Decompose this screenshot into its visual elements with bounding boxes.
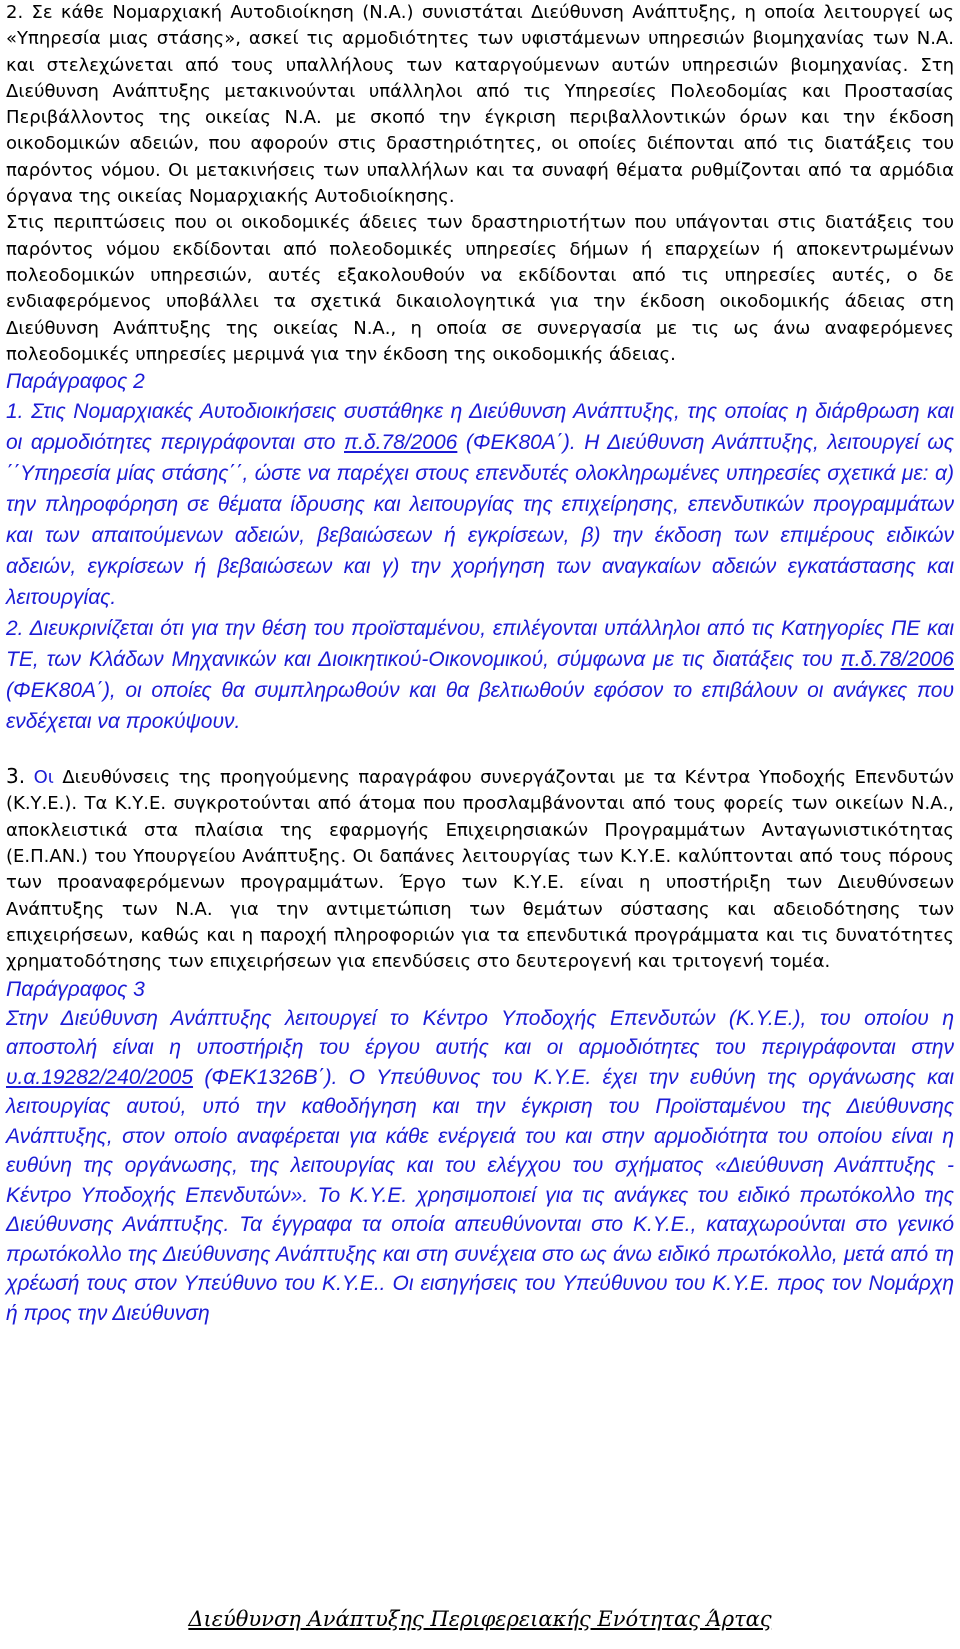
section3-text-end: (ΦΕΚ1326Β΄). Ο Υπεύθυνος του Κ.Υ.Ε. έχει την ευθύνη της οργάνωσης και λειτουργίας αυτού, υπό την καθοδήγηση και την έγκριση του Προϊσταμένου της Διεύθυνσης Ανάπτυξης, στον οποίο αναφέρεται για κάθε ενέργειά του και στην αρμοδιότητα του οποίου είναι η ευθύνη της οργάνωσης, της λειτουργίας και του ελέγχου του σχήματος «Διεύθυνση Ανάπτυξης - Κέντρο Υποδοχής Επενδυτών». Το Κ.Υ.Ε. χρησιμοποιεί για τις ανάγκες του ειδικό πρωτόκολλο της Διεύθυνσης Ανάπτυξης. Τα έγγραφα τα οποία απευθύνονται στο Κ.Υ.Ε., καταχωρούνται στο γενικό πρωτόκολλο της Διεύθυνσης Ανάπτυξης και στη συνέχεια στο ως άνω ειδικό πρωτόκολλο, μετά από τη χρέωσή τους στον Υπεύθυνο του Κ.Υ.Ε.. Οι εισηγήσεις του Υπεύθυνου του Κ.Υ.Ε. προς τον Νομάρχη ή προς την Διεύθυνση xyxy=(6,1065,954,1325)
document-page xyxy=(6,0,954,1649)
item-3-text: Διευθύνσεις της προηγούμενης παραγράφου συνεργάζονται με τα Κέντρα Υποδοχής Επενδυτών (Κ.Υ.Ε.). Τα Κ.Υ.Ε. συγκροτούνται από άτομα που προσλαμβάνονται από τους φορείς των οικείων Ν.Α., αποκλειστικά στα πλαίσια της εφαρμογής Επιχειρησιακών Προγραμμάτων Ανταγωνιστικότητας (Ε.Π.ΑΝ.) του Υπουργείου Ανάπτυξης. Οι δαπάνες λειτουργίας των Κ.Υ.Ε. καλύπτονται από τους πόρους των προαναφερόμενων προγραμμάτων. Έργο των Κ.Υ.Ε. είναι η υποστήριξη των Διευθύνσεων Ανάπτυξης των Ν.Α. για την αντιμετώπιση των θεμάτων σύστασης και αδειοδότησης των επιχειρήσεων, καθώς και η παροχή πληροφοριών για τα επενδυτικά προγράμματα και τις δυνατότητες χρηματοδότησης των επιχειρήσεων για επενδύσεις στο δευτερογενή και τριτογενή τομέα. xyxy=(6,767,954,973)
section2-item-2-text-end: (ΦΕΚ80Α΄), οι οποίες θα συμπληρωθούν και θα βελτιωθούν εφόσον το επιβάλουν οι ανάγκες που ενδέχεται να προκύψουν. xyxy=(6,679,954,734)
blank-line xyxy=(6,737,954,763)
section3-paragraph xyxy=(6,1004,954,1329)
section2-item-2-text-start: 2. Διευκρινίζεται ότι για την θέση του προϊσταμένου, επιλέγονται υπάλληλοι από τις Κατηγορίες ΠΕ και ΤΕ, των Κλάδων Μηχανικών και Διοικητικού-Οικονομικού, σύμφωνα με τις διατάξεις του xyxy=(6,617,954,672)
section2-item-1-text-end: (ΦΕΚ80Α΄). Η Διεύθυνση Ανάπτυξης, λειτουργεί ως ΄΄Υπηρεσία μίας στάσης΄΄, ώστε να παρέχει στους επενδυτές ολοκληρωμένες υπηρεσίες σχετικά με: α) την πληροφόρηση σε θέματα ίδρυσης και λειτουργίας της επιχείρησης, επενδυτικών προγραμμάτων και των απαιτούμενων αδειών, βεβαιώσεων ή εγκρίσεων, β) την έκδοση των επιμέρους ειδικών αδειών, εγκρίσεων ή βεβαιώσεων και γ) την χορήγηση των αναγκαίων αδειών εγκατάστασης και λειτουργίας. xyxy=(6,431,954,610)
decree-link-pd-78-2006-second[interactable]: π.δ.78/2006 xyxy=(840,648,954,672)
decree-link-pd-78-2006[interactable]: π.δ.78/2006 xyxy=(344,431,458,455)
section2-item-1-text-start: 1. Στις Νομαρχιακές Αυτοδιοικήσεις συστάθηκε η Διεύθυνση Ανάπτυξης, της οποίας η διάρθρωση και οι αρμοδιότητες περιγράφονται στο xyxy=(6,400,954,455)
item-3-first-word: Οι xyxy=(33,767,54,789)
item-3-paragraph xyxy=(6,763,954,975)
section2-item-1 xyxy=(6,396,954,613)
section-heading-paragraph-3: Παράγραφος 3 xyxy=(6,977,145,1001)
section-heading-paragraph-2: Παράγραφος 2 xyxy=(6,370,145,394)
page-footer: Διεύθυνση Ανάπτυξης Περιφερειακής Ενότητας Άρτας xyxy=(188,1607,772,1631)
section3-text-start: Στην Διεύθυνση Ανάπτυξης λειτουργεί το Κέντρο Υποδοχής Επενδυτών (Κ.Υ.Ε.), του οποίου η αποστολή είναι η υποστήριξη του έργου αυτής και οι αρμοδιότητες του περιγράφονται στην xyxy=(6,1006,954,1060)
intro-paragraph-1: 2. Σε κάθε Νομαρχιακή Αυτοδιοίκηση (Ν.Α.) συνιστάται Διεύθυνση Ανάπτυξης, η οποία λειτουργεί ως «Υπηρεσία μιας στάσης», ασκεί τις αρμοδιότητες των υφιστάμενων υπηρεσιών βιομηχανίας των Ν.Α. και στελεχώνεται από τους υπαλλήλους των καταργούμενων αυτών υπηρεσιών βιομηχανίας. Στη Διεύθυνση Ανάπτυξης μετακινούνται υπάλληλοι από τις Υπηρεσίες Πολεοδομίας και Προστασίας Περιβάλλοντος της οικείας Ν.Α. με σκοπό την έγκριση περιβαλλοντικών όρων και την έκδοση οικοδομικών αδειών, που αφορούν στις δραστηριότητες, οι οποίες διέπονται από τις διατάξεις του παρόντος νόμου. Οι μετακινήσεις των υπαλλήλων και τα συναφή θέματα ρυθμίζονται από τα αρμόδια όργανα της οικείας Νομαρχιακής Αυτοδιοίκησης. xyxy=(6,2,954,208)
section2-item-2 xyxy=(6,613,954,737)
decision-link-ua-19282-240-2005[interactable]: υ.α.19282/240/2005 xyxy=(6,1065,194,1089)
item-3-number: 3. xyxy=(6,764,26,789)
intro-paragraph-2: Στις περιπτώσεις που οι οικοδομικές άδειες των δραστηριοτήτων που υπάγονται στις διατάξεις του παρόντος νόμου εκδίδονται από πολεοδομικές υπηρεσίες δήμων ή επαρχείων ή αποκεντρωμένων πολεοδομικών υπηρεσιών, αυτές εξακολουθούν να εκδίδονται από τις υπηρεσίες αυτές, ο δε ενδιαφερόμενος υποβάλλει τα σχετικά δικαιολογητικά για την έκδοση οικοδομικής άδειας στη Διεύθυνση Ανάπτυξης της οικείας Ν.Α., η οποία σε συνεργασία με τις ως άνω αναφερόμενες πολεοδομικές υπηρεσίες μεριμνά για την έκδοση της οικοδομικής άδειας. xyxy=(6,212,954,365)
